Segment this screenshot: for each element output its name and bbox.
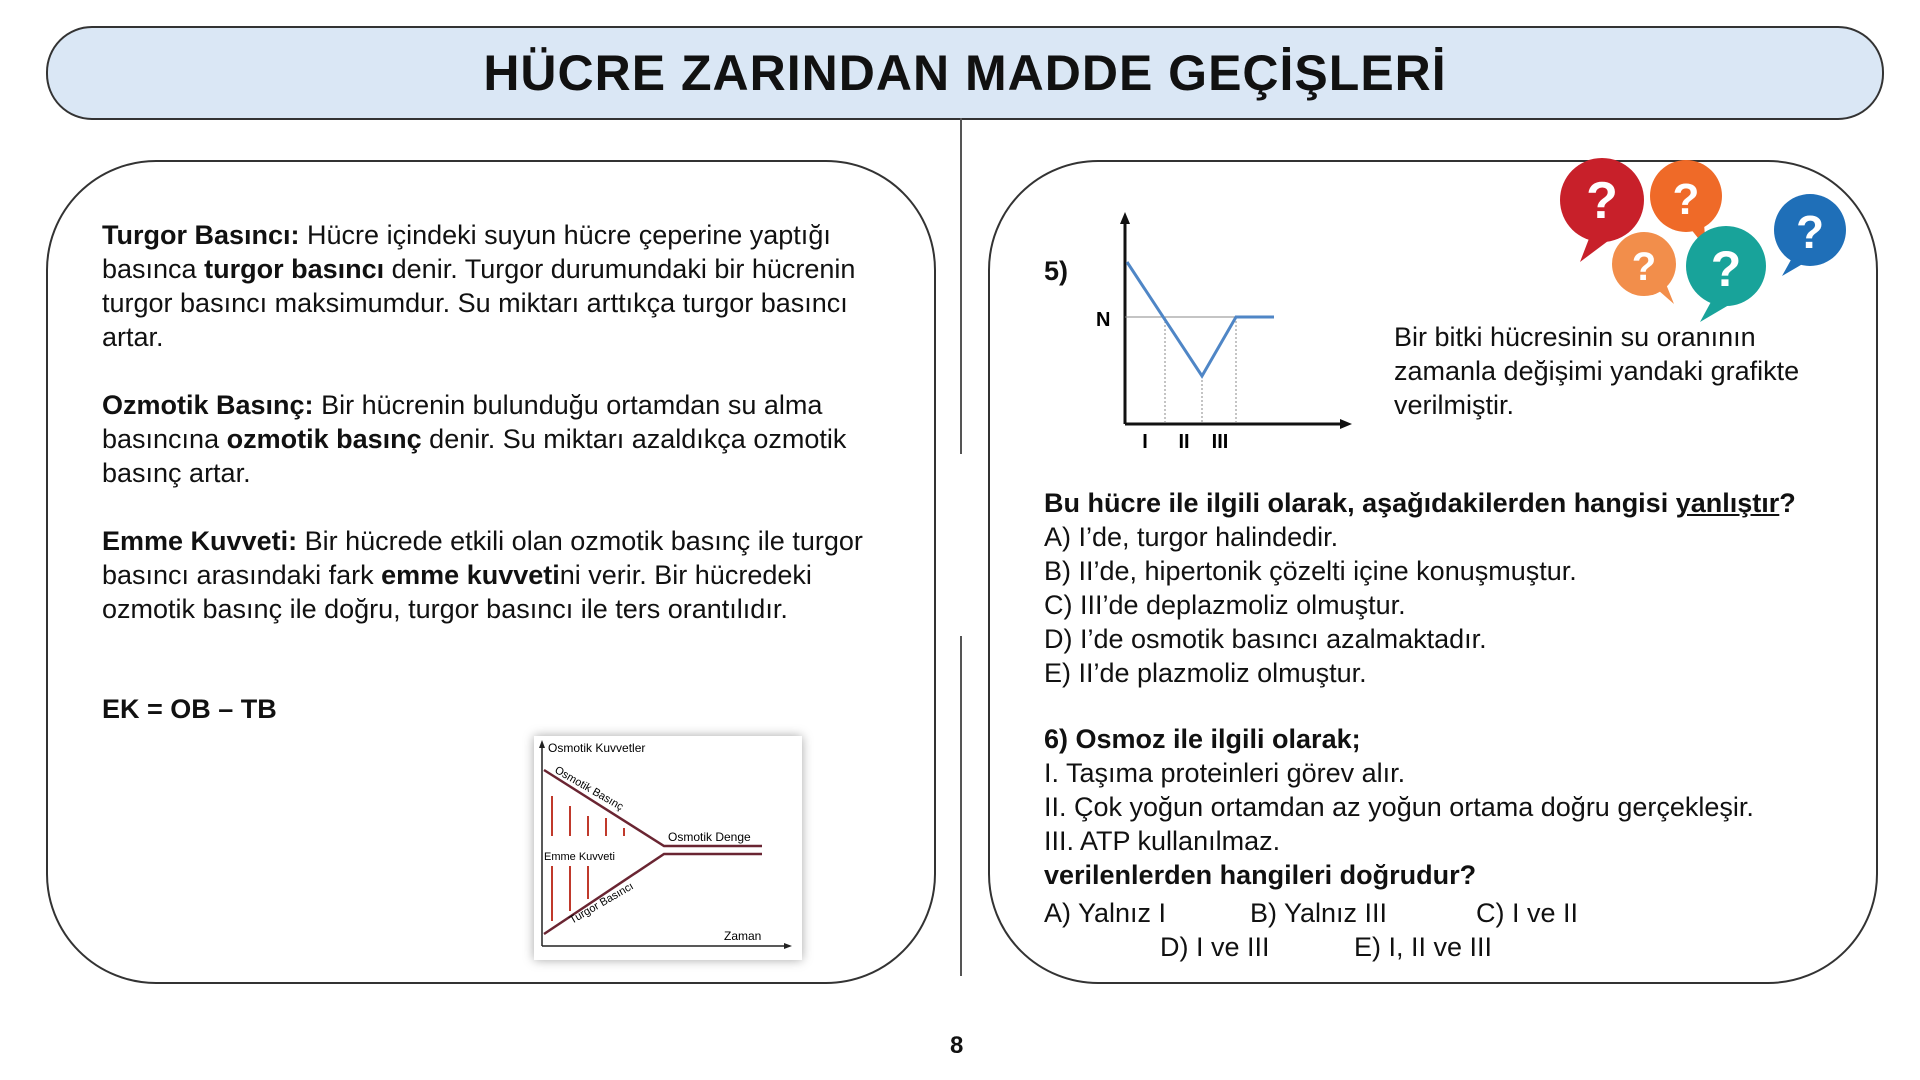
graph-n-label: N [1096,309,1111,331]
fig-denge-label: Osmotik Denge [668,830,751,844]
svg-text:?: ? [1631,245,1657,289]
question-6-option-d[interactable]: D) I ve III [1160,932,1270,962]
graph-line [1127,262,1274,376]
question-bubbles-svg [1550,144,1860,324]
fig-turgor-label: Turgor Basıncı [567,880,636,927]
fig-y-title: Osmotik Kuvvetler [548,741,646,755]
emme-term-2: emme kuvveti [381,560,560,590]
svg-text:?: ? [1795,206,1825,258]
turgor-term: Turgor Basıncı: [102,220,300,250]
question-5-option-d[interactable]: D) I’de osmotik basıncı azalmaktadır. [1044,624,1487,654]
ozmotik-term-2: ozmotik basınç [226,424,422,454]
turgor-text-2: denir. Turgor durumundaki bir hücrenin turgor basıncı maksimumdur. Su miktarı arttıkça turgor basıncı artar. [102,254,856,352]
question-6-option-a[interactable]: A) Yalnız I [1044,898,1167,928]
graph-x-arrow [1340,419,1352,429]
emme-paragraph [102,524,882,626]
turgor-text-1: Hücre içindeki suyun hücre çeperine yaptığı basınca [102,220,831,284]
question-5-number: 5) [1044,256,1069,286]
fig-x-arrow [784,943,792,949]
ozmotik-text-1: Bir hücrenin bulunduğu ortamdan su alma basıncına [102,390,823,454]
question-5-option-b[interactable]: B) II’de, hipertonik çözelti içine konuşmuştur. [1044,556,1577,586]
question-5-underlined: yanlıştır [1675,488,1780,518]
svg-text:?: ? [1586,172,1618,230]
water-ratio-graph [1070,208,1370,468]
left-panel [46,160,936,984]
ozmotik-text-2: denir. Su miktarı azaldıkça ozmotik basınç artar. [102,424,847,488]
bubble-lightorange-icon [1612,232,1676,304]
emme-text-2: ni verir. Bir hücredeki ozmotik basınç ile doğru, turgor basıncı ile ters orantılıdır. [102,560,812,624]
question-5-option-e[interactable]: E) II’de plazmoliz olmuştur. [1044,658,1367,688]
osmotic-forces-svg [534,736,802,960]
question-5-option-a[interactable]: A) I’de, turgor halindedir. [1044,522,1339,552]
title-bar [46,26,1884,120]
question-6-title: 6) Osmoz ile ilgili olarak; [1044,724,1361,754]
fig-emme-label: Emme Kuvveti [544,851,615,863]
bubble-teal-icon [1686,226,1766,322]
question-6-prompt: verilenlerden hangileri doğrudur? [1044,860,1477,890]
question-6-option-c[interactable]: C) I ve II [1476,898,1579,928]
question-5 [1044,486,1864,690]
question-6-item-3: III. ATP kullanılmaz. [1044,826,1281,856]
osmotic-forces-figure [534,736,802,960]
question-6-item-1: I. Taşıma proteinleri görev alır. [1044,758,1406,788]
column-divider-bottom [960,636,962,976]
graph-tick-3: III [1211,431,1229,453]
emme-term: Emme Kuvveti: [102,526,298,556]
fig-x-label: Zaman [724,929,762,943]
graph-tick-2: II [1178,431,1190,453]
bubble-blue-icon [1774,194,1846,276]
question-bubbles [1550,144,1860,329]
svg-text:?: ? [1710,241,1742,297]
graph-y-arrow [1120,212,1130,224]
right-panel [988,160,1878,984]
question-5-prompt: Bu hücre ile ilgili olarak, aşağıdakilerden hangisi yanlıştır? [1044,488,1796,518]
page-title: HÜCRE ZARINDAN MADDE GEÇİŞLERİ [483,45,1447,101]
question-6-option-e[interactable]: E) I, II ve III [1354,932,1493,962]
emme-text-1: Bir hücrede etkili olan ozmotik basınç ile turgor basıncı arasındaki fark [102,526,863,590]
graph-tick-1: I [1142,431,1148,453]
turgor-term-2: turgor basıncı [204,254,385,284]
question-6 [1044,722,1864,892]
page-number: 8 [950,1032,964,1059]
question-5-option-c[interactable]: C) III’de deplazmoliz olmuştur. [1044,590,1406,620]
ozmotik-term: Ozmotik Basınç: [102,390,314,420]
turgor-paragraph [102,218,882,354]
graph-description: Bir bitki hücresinin su oranının zamanla değişimi yandaki grafikte verilmiştir. [1394,322,1800,420]
question-6-item-2: II. Çok yoğun ortamdan az yoğun ortama doğru gerçekleşir. [1044,792,1754,822]
svg-text:?: ? [1672,175,1700,224]
column-divider-top [960,118,962,454]
fig-ozmotik-label: Osmotik Basınç [552,764,626,814]
formula: EK = OB – TB [102,694,277,724]
fig-y-arrow [539,740,545,748]
ozmotik-paragraph [102,388,882,490]
question-6-option-b[interactable]: B) Yalnız III [1250,898,1388,928]
